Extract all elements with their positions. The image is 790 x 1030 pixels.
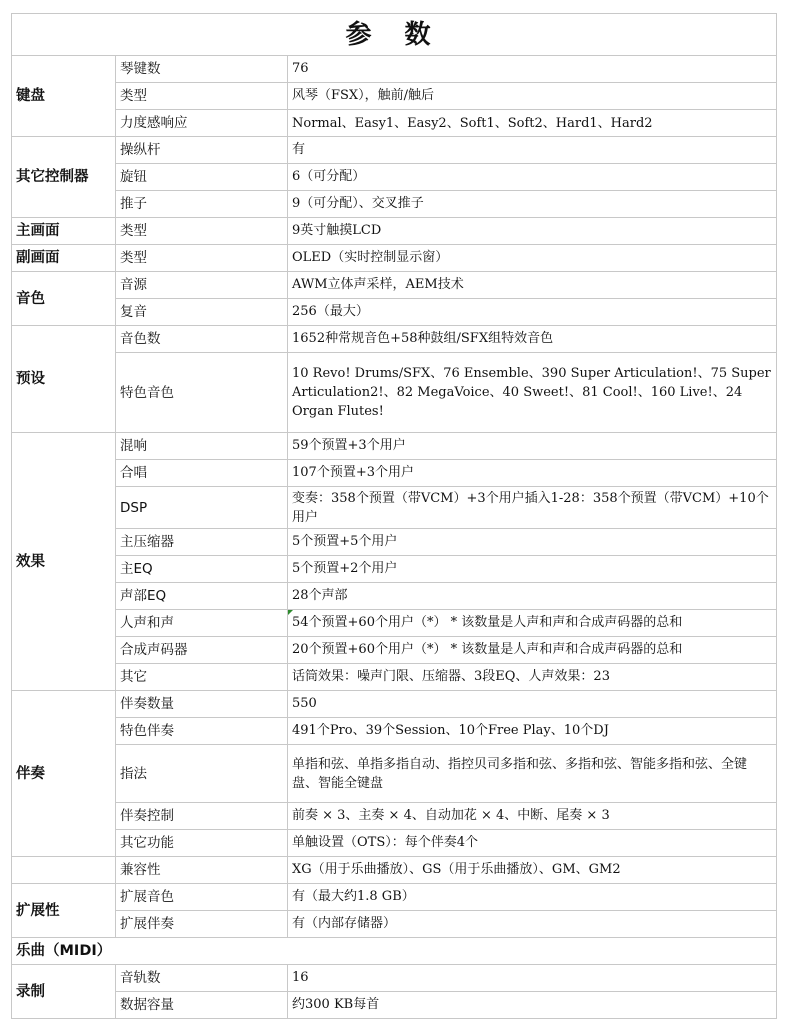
category-label: 伴奏 <box>12 691 116 857</box>
spec-label: 数据容量 <box>116 992 288 1019</box>
spec-value: 550 <box>288 691 777 718</box>
spec-label: 人声和声 <box>116 610 288 637</box>
spec-label: 扩展伴奏 <box>116 911 288 938</box>
spec-row <box>12 218 777 245</box>
spec-label: 其它功能 <box>116 830 288 857</box>
spec-label: 力度感响应 <box>116 110 288 137</box>
spec-label: 琴键数 <box>116 56 288 83</box>
spec-value: 59个预置+3个用户 <box>288 433 777 460</box>
spec-row <box>12 938 777 965</box>
spec-label: 伴奏数量 <box>116 691 288 718</box>
spec-label: 旋钮 <box>116 164 288 191</box>
spec-row <box>12 664 777 691</box>
spec-value: AWM立体声采样，AEM技术 <box>288 272 777 299</box>
spec-label: 类型 <box>116 245 288 272</box>
spec-label: 音色数 <box>116 326 288 353</box>
spec-label: 主EQ <box>116 556 288 583</box>
spec-row <box>12 556 777 583</box>
spec-label: 类型 <box>116 83 288 110</box>
spec-row <box>12 83 777 110</box>
spec-row <box>12 487 777 529</box>
spec-value: XG（用于乐曲播放）、GS（用于乐曲播放）、GM、GM2 <box>288 857 777 884</box>
spec-row <box>12 745 777 803</box>
spec-row <box>12 691 777 718</box>
category-blank-cell <box>12 857 116 884</box>
spec-value: 20个预置+60个用户（*） * 该数量是人声和声和合成声码器的总和 <box>288 637 777 664</box>
spec-row <box>12 137 777 164</box>
spec-row <box>12 245 777 272</box>
spec-row <box>12 433 777 460</box>
spec-value: 变奏：358个预置（带VCM）+3个用户插入1-28：358个预置（带VCM）+10个用户 <box>288 487 777 529</box>
spec-value: 6（可分配） <box>288 164 777 191</box>
spec-value: 5个预置+2个用户 <box>288 556 777 583</box>
spec-label: 音轨数 <box>116 965 288 992</box>
spec-label: 其它 <box>116 664 288 691</box>
category-label: 主画面 <box>12 218 116 245</box>
spec-row <box>12 803 777 830</box>
spec-label: 推子 <box>116 191 288 218</box>
spec-value: 风琴（FSX），触前/触后 <box>288 83 777 110</box>
spec-value: 5个预置+5个用户 <box>288 529 777 556</box>
spec-value: 单触设置（OTS）：每个伴奏4个 <box>288 830 777 857</box>
spec-row <box>12 718 777 745</box>
category-label: 音色 <box>12 272 116 326</box>
spec-value: 1652种常规音色+58种鼓组/SFX组特效音色 <box>288 326 777 353</box>
spec-value: 约300 KB每首 <box>288 992 777 1019</box>
spec-label: 特色音色 <box>116 353 288 433</box>
spec-value: 有（最大约1.8 GB） <box>288 884 777 911</box>
spec-label: DSP <box>116 487 288 529</box>
spec-value: Normal、Easy1、Easy2、Soft1、Soft2、Hard1、Hard2 <box>288 110 777 137</box>
spec-value: 前奏 × 3、主奏 × 4、自动加花 × 4、中断、尾奏 × 3 <box>288 803 777 830</box>
spec-value: 28个声部 <box>288 583 777 610</box>
category-label: 副画面 <box>12 245 116 272</box>
category-label: 录制 <box>12 965 116 1019</box>
spec-row <box>12 272 777 299</box>
spec-value: 107个预置+3个用户 <box>288 460 777 487</box>
spec-label: 伴奏控制 <box>116 803 288 830</box>
spec-value: 有（内部存储器） <box>288 911 777 938</box>
spec-value: 单指和弦、单指多指自动、指控贝司多指和弦、多指和弦、智能多指和弦、全键盘、智能全键盘 <box>288 745 777 803</box>
spec-value: OLED（实时控制显示窗） <box>288 245 777 272</box>
spec-row <box>12 460 777 487</box>
spec-row <box>12 529 777 556</box>
spec-row <box>12 164 777 191</box>
spec-row <box>12 884 777 911</box>
comment-marker-icon <box>288 610 293 615</box>
spec-label: 复音 <box>116 299 288 326</box>
spec-label: 合成声码器 <box>116 637 288 664</box>
spec-label: 主压缩器 <box>116 529 288 556</box>
spec-value: 491个Pro、39个Session、10个Free Play、10个DJ <box>288 718 777 745</box>
category-label: 键盘 <box>12 56 116 137</box>
spec-row <box>12 637 777 664</box>
spec-row <box>12 110 777 137</box>
spec-value: 10 Revo! Drums/SFX、76 Ensemble、390 Super Articulation!、75 Super Articulation2!、82 MegaVoice、40 Sweet!、81 Cool!、160 Live!、24 Organ Flutes! <box>288 353 777 433</box>
spec-value <box>288 610 777 637</box>
spec-value: 9（可分配）、交叉推子 <box>288 191 777 218</box>
spec-label: 兼容性 <box>116 857 288 884</box>
spec-label: 合唱 <box>116 460 288 487</box>
spec-row <box>12 830 777 857</box>
spec-row <box>12 857 777 884</box>
spec-value: 话筒效果：噪声门限、压缩器、3段EQ、人声效果：23 <box>288 664 777 691</box>
category-label: 乐曲（MIDI） <box>12 938 777 965</box>
spec-label: 扩展音色 <box>116 884 288 911</box>
spec-row <box>12 326 777 353</box>
spec-label: 指法 <box>116 745 288 803</box>
spec-label: 特色伴奏 <box>116 718 288 745</box>
spec-label: 音源 <box>116 272 288 299</box>
category-label: 效果 <box>12 433 116 691</box>
title-row <box>12 14 777 56</box>
spec-label: 混响 <box>116 433 288 460</box>
spec-value: 9英寸触摸LCD <box>288 218 777 245</box>
spec-row <box>12 56 777 83</box>
spec-row <box>12 353 777 433</box>
category-label: 扩展性 <box>12 884 116 938</box>
spec-value: 16 <box>288 965 777 992</box>
spec-label: 声部EQ <box>116 583 288 610</box>
spec-value: 76 <box>288 56 777 83</box>
spec-row <box>12 992 777 1019</box>
spec-value-text: 54个预置+60个用户（*） * 该数量是人声和声和合成声码器的总和 <box>292 615 683 630</box>
spec-row <box>12 965 777 992</box>
category-label: 预设 <box>12 326 116 433</box>
spec-value: 256（最大） <box>288 299 777 326</box>
spec-row <box>12 191 777 218</box>
spec-value: 有 <box>288 137 777 164</box>
spec-label: 类型 <box>116 218 288 245</box>
spec-row <box>12 299 777 326</box>
spec-label: 操纵杆 <box>116 137 288 164</box>
spec-row <box>12 911 777 938</box>
page-title: 参 数 <box>12 14 777 56</box>
spec-row <box>12 583 777 610</box>
spec-row <box>12 610 777 637</box>
spec-table <box>11 13 777 1019</box>
category-label: 其它控制器 <box>12 137 116 218</box>
